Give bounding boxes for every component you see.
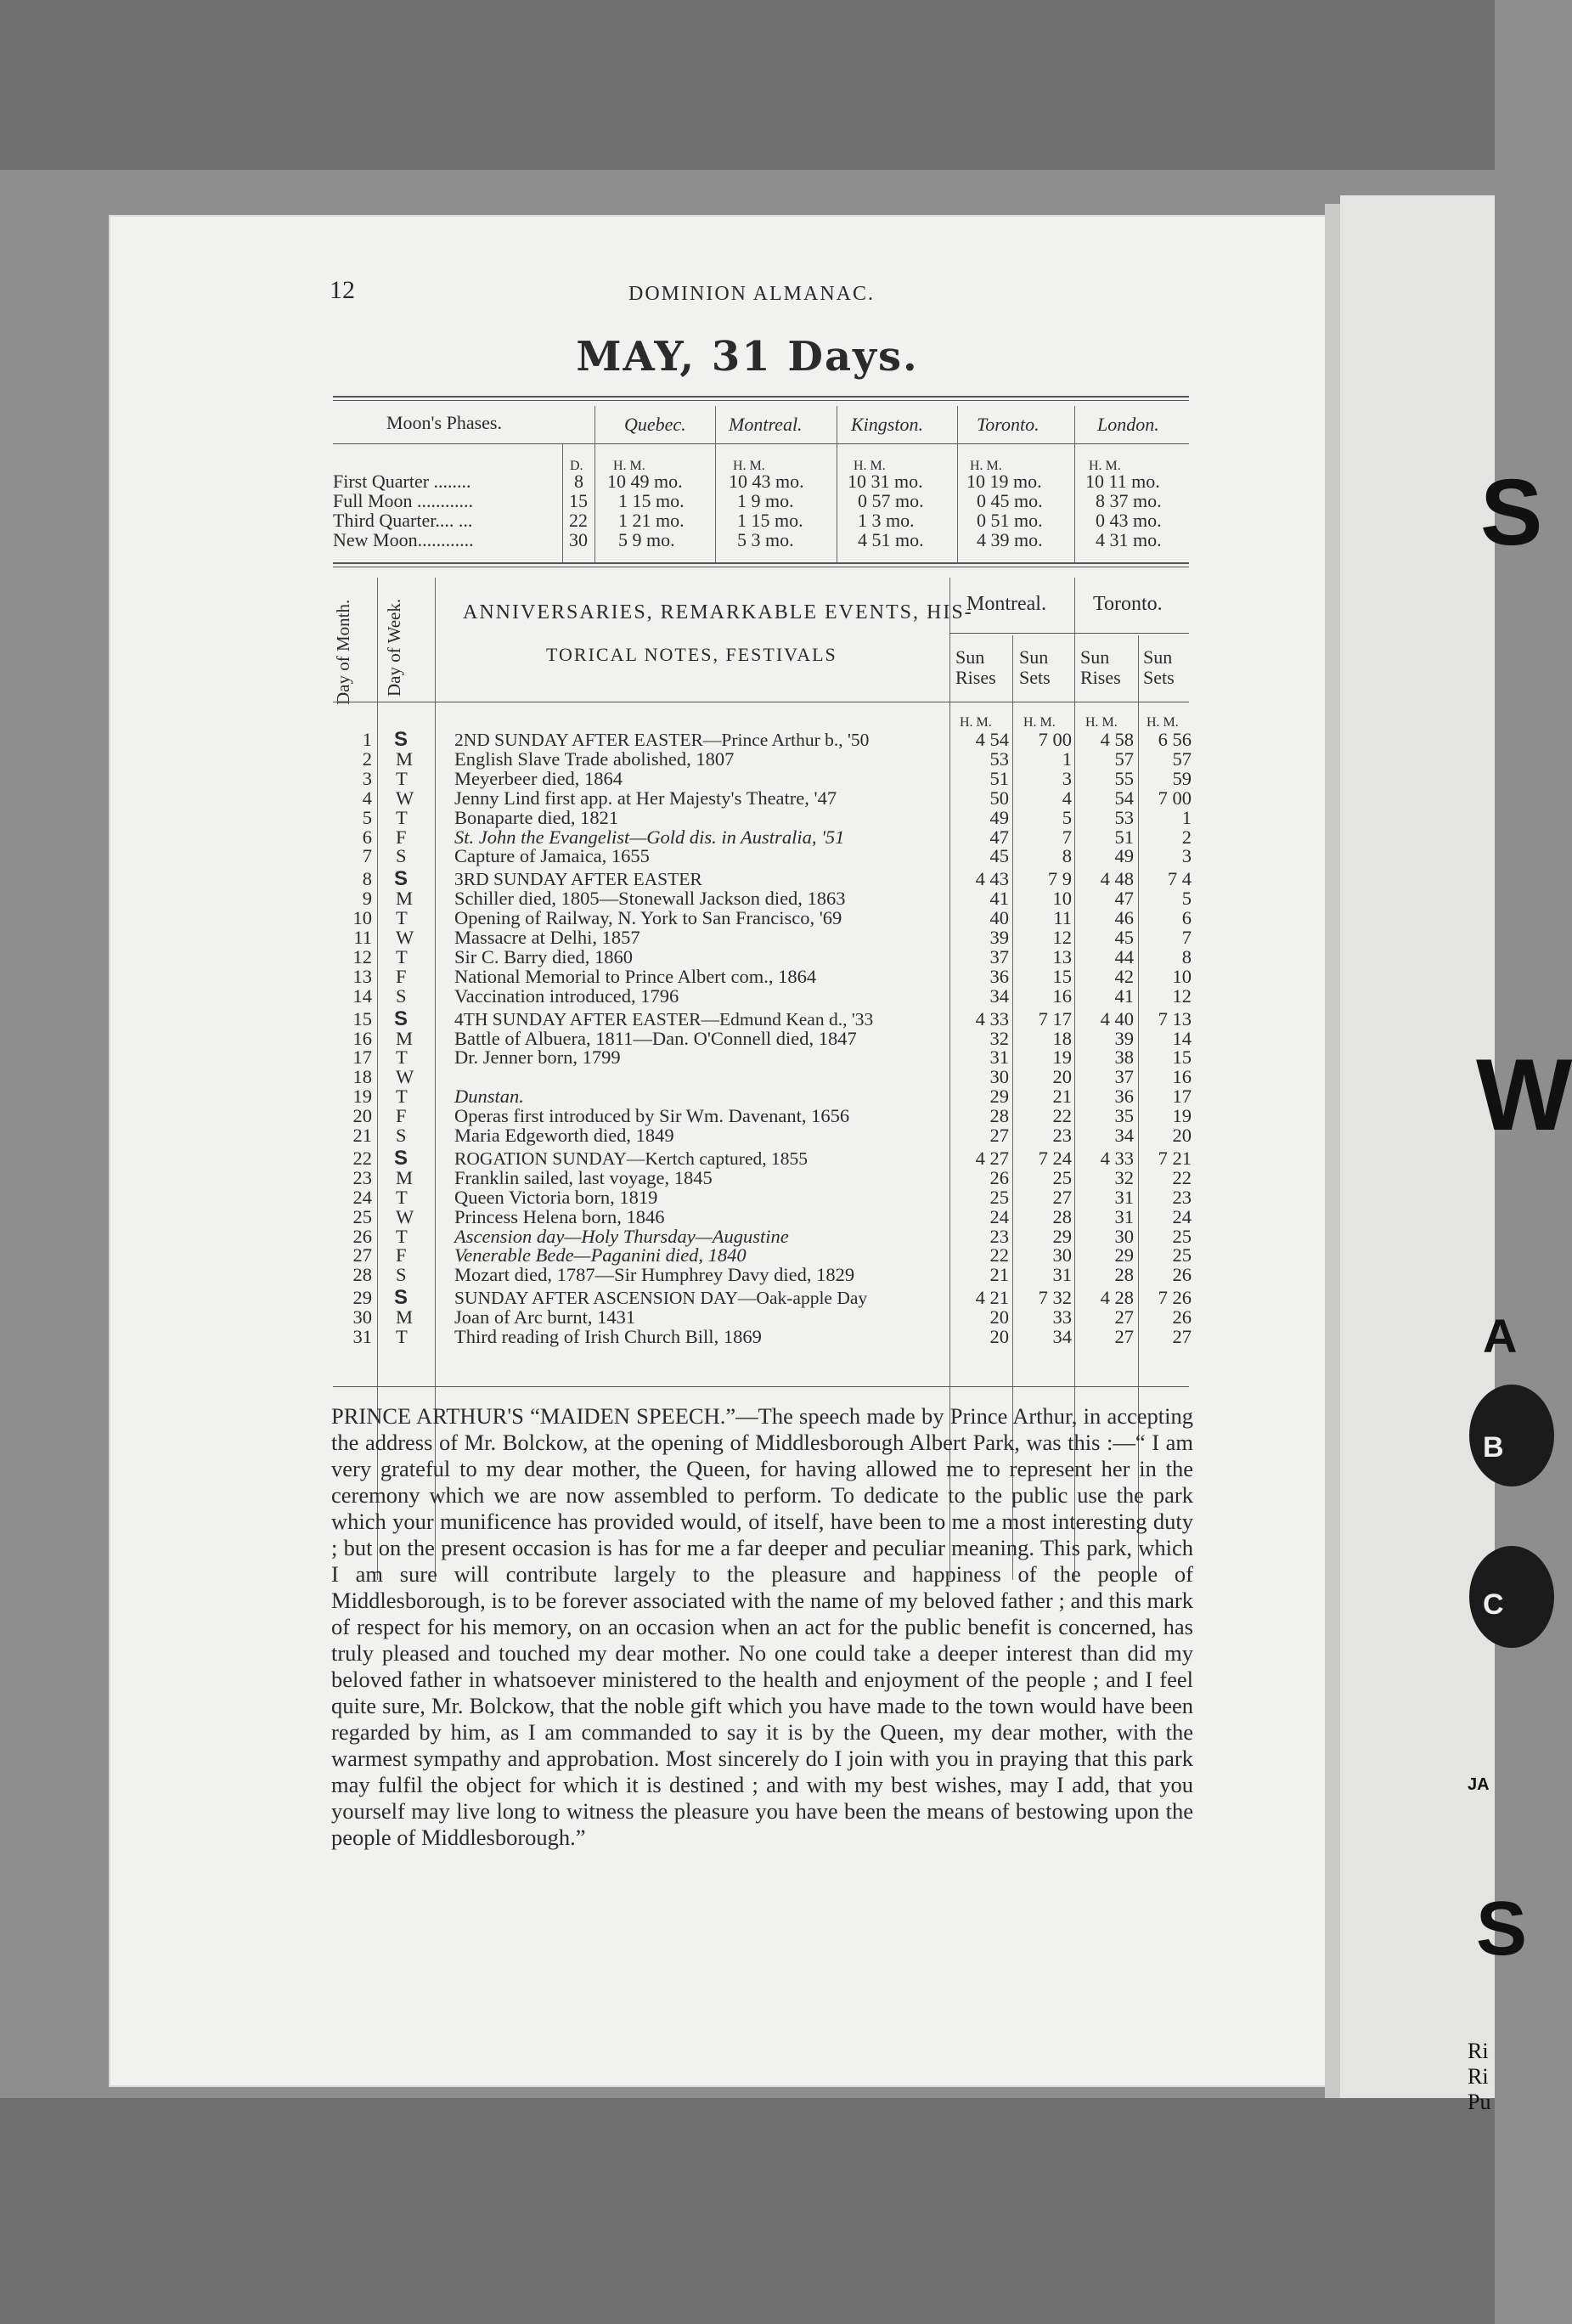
phase-time: 5 3 mo. <box>737 529 794 550</box>
event-text: Jenny Lind first app. at Her Majesty's Theatre, '47 <box>454 787 837 809</box>
montreal-sunrise: 27 <box>989 1125 1009 1146</box>
day-of-month: 15 <box>352 1007 372 1029</box>
phase-day: 30 <box>569 529 588 550</box>
toronto-sunset: 10 <box>1172 965 1192 987</box>
toronto-sunset: 7 21 <box>1158 1147 1192 1169</box>
day-of-week: W <box>396 1205 414 1227</box>
day-of-week: S <box>396 984 407 1007</box>
montreal-sunrise: 20 <box>989 1326 1009 1347</box>
montreal-sunset: 7 <box>1062 826 1072 848</box>
toronto-sunset: 19 <box>1172 1105 1192 1127</box>
toronto-sunset: 23 <box>1172 1186 1192 1208</box>
phase-label: Third Quarter.... ... <box>333 510 473 531</box>
event-text: ROGATION SUNDAY—Kertch captured, 1855 <box>454 1148 809 1169</box>
montreal-sunset: 34 <box>1052 1326 1072 1347</box>
event-text: St. John the Evangelist—Gold dis. in Australia, '51 <box>454 826 845 848</box>
day-of-month: 2 <box>362 747 372 770</box>
unit-day: D. <box>570 459 583 473</box>
day-of-month: 24 <box>352 1186 372 1208</box>
toronto-sunrise: 46 <box>1114 907 1134 929</box>
event-text: Capture of Jamaica, 1655 <box>454 845 650 867</box>
toronto-sunset: 16 <box>1172 1066 1192 1088</box>
toronto-sunrise: 41 <box>1114 984 1134 1007</box>
phase-day: 15 <box>569 490 588 511</box>
toronto-sunset: 27 <box>1172 1326 1192 1347</box>
montreal-sunrise: 26 <box>989 1166 1009 1188</box>
day-of-week: M <box>396 1027 414 1049</box>
day-of-month: 25 <box>352 1205 372 1227</box>
day-of-week: T <box>396 767 408 789</box>
day-of-week: T <box>396 806 408 828</box>
toronto-sunset: 2 <box>1181 826 1192 848</box>
montreal-sunset: 3 <box>1062 767 1072 789</box>
day-of-week: W <box>396 1066 414 1088</box>
montreal-sunrise: 47 <box>989 826 1009 848</box>
phase-time: 10 43 mo. <box>729 471 804 492</box>
toronto-sunset: 14 <box>1172 1027 1192 1049</box>
city-montreal: Montreal. <box>729 414 803 435</box>
day-of-week: F <box>396 1105 407 1127</box>
toronto-sunrise: 42 <box>1114 965 1134 987</box>
day-of-month: 18 <box>352 1066 372 1088</box>
toronto-sunrise: 31 <box>1114 1205 1134 1227</box>
toronto-sunrise: 32 <box>1114 1166 1134 1188</box>
hm-unit: H. M. <box>1085 715 1118 730</box>
toronto-sunset: 3 <box>1181 845 1192 867</box>
event-text: Queen Victoria born, 1819 <box>454 1186 658 1208</box>
phase-time: 0 45 mo. <box>977 490 1043 511</box>
montreal-sunset: 18 <box>1052 1027 1072 1049</box>
montreal-sunrise: 4 54 <box>975 729 1009 750</box>
day-of-month: 26 <box>352 1225 372 1247</box>
montreal-sunset: 15 <box>1052 965 1072 987</box>
fragment-10: Pu <box>1468 2090 1491 2114</box>
toronto-sunrise: 38 <box>1114 1046 1134 1069</box>
phase-time: 1 15 mo. <box>737 510 803 531</box>
event-text: Franklin sailed, last voyage, 1845 <box>454 1166 713 1188</box>
event-text: Sir C. Barry died, 1860 <box>454 945 633 967</box>
phase-time: 1 15 mo. <box>618 490 685 511</box>
day-of-week: T <box>396 1046 408 1069</box>
day-of-month: 28 <box>352 1264 372 1286</box>
phase-time: 4 51 mo. <box>858 529 924 550</box>
day-of-week: T <box>396 945 408 967</box>
day-of-week: W <box>396 787 414 809</box>
event-text: Battle of Albuera, 1811—Dan. O'Connell died, 1847 <box>454 1027 857 1049</box>
toronto-sunset: 6 <box>1181 907 1192 929</box>
toronto-sunrise: 4 48 <box>1100 868 1134 890</box>
montreal-sunset: 7 32 <box>1038 1287 1072 1309</box>
day-of-month: 27 <box>352 1244 372 1266</box>
day-of-week: S <box>394 1146 408 1170</box>
toronto-sunrise: 4 58 <box>1100 729 1134 750</box>
montreal-sunset: 4 <box>1062 787 1072 809</box>
montreal-sunset: 19 <box>1052 1046 1072 1069</box>
toronto-sunrise: 53 <box>1114 806 1134 828</box>
phase-label: Full Moon ............ <box>333 490 474 511</box>
day-of-week: S <box>394 1286 408 1310</box>
toronto-sunrise: 34 <box>1114 1125 1134 1146</box>
day-of-week: T <box>396 1186 408 1208</box>
hm-unit: H. M. <box>1147 715 1179 730</box>
phase-time: 10 31 mo. <box>848 471 923 492</box>
toronto-sunrise: 45 <box>1114 927 1134 948</box>
montreal-sunset: 30 <box>1052 1244 1072 1266</box>
fragment-2: W <box>1476 1038 1572 1152</box>
montreal-sunrise: 31 <box>989 1046 1009 1069</box>
day-of-month: 10 <box>352 907 372 929</box>
toronto-sunset: 7 <box>1181 927 1192 948</box>
montreal-sunset: 20 <box>1052 1066 1072 1088</box>
montreal-sunset: 5 <box>1062 806 1072 828</box>
day-of-month: 23 <box>352 1166 372 1188</box>
event-text: Mozart died, 1787—Sir Humphrey Davy died, 1829 <box>454 1264 855 1286</box>
toronto-sunset: 59 <box>1172 767 1192 789</box>
day-of-week: M <box>396 1166 414 1188</box>
montreal-sunrise: 20 <box>989 1306 1009 1328</box>
day-of-month: 6 <box>362 826 372 848</box>
event-text: SUNDAY AFTER ASCENSION DAY—Oak-apple Day <box>454 1288 868 1309</box>
toronto-sunrise: 27 <box>1114 1326 1134 1347</box>
montreal-sunset: 7 17 <box>1038 1007 1072 1029</box>
event-text: English Slave Trade abolished, 1807 <box>454 747 735 770</box>
montreal-sunset: 29 <box>1052 1225 1072 1247</box>
fragment-7: S <box>1476 1887 1528 1971</box>
montreal-sunset: 31 <box>1052 1264 1072 1286</box>
day-of-week: S <box>394 728 408 751</box>
montreal-sunrise: 4 21 <box>975 1287 1009 1309</box>
montreal-sunrise: 21 <box>989 1264 1009 1286</box>
day-of-week: F <box>396 1244 407 1266</box>
emblem-circle-1 <box>1469 1385 1554 1486</box>
day-of-month: 4 <box>362 787 372 809</box>
montreal-sunrise: 40 <box>989 907 1009 929</box>
event-text: Massacre at Delhi, 1857 <box>454 927 640 948</box>
toronto-sunrise: 44 <box>1114 945 1134 967</box>
day-of-week: M <box>396 747 414 770</box>
toronto-sunrise: 30 <box>1114 1225 1134 1247</box>
montreal-sunrise: 23 <box>989 1225 1009 1247</box>
montreal-sunset: 7 24 <box>1038 1147 1072 1169</box>
day-of-week: S <box>394 867 408 891</box>
montreal-sunrise: 29 <box>989 1086 1009 1108</box>
day-of-month: 9 <box>362 888 372 910</box>
montreal-sunrise: 50 <box>989 787 1009 809</box>
day-of-week: T <box>396 1086 408 1108</box>
day-of-month: 29 <box>352 1287 372 1309</box>
day-of-month: 22 <box>352 1147 372 1169</box>
fragment-9: Ri <box>1468 2064 1489 2089</box>
toronto-sunrise: 36 <box>1114 1086 1134 1108</box>
event-text: Schiller died, 1805—Stonewall Jackson died, 1863 <box>454 888 846 910</box>
adjacent-page <box>1340 195 1572 2114</box>
city-toronto: Toronto. <box>977 414 1040 435</box>
event-text: Dunstan. <box>454 1086 524 1108</box>
montreal-sunrise: 22 <box>989 1244 1009 1266</box>
toronto-sunset: 26 <box>1172 1306 1192 1328</box>
event-text: Third reading of Irish Church Bill, 1869 <box>454 1326 762 1347</box>
running-head: DOMINION ALMANAC. <box>628 283 875 305</box>
city-london: London. <box>1097 414 1159 435</box>
header-montreal: Montreal. <box>966 593 1046 615</box>
events-header-line2: TORICAL NOTES, FESTIVALS <box>546 644 837 665</box>
phase-time: 1 21 mo. <box>618 510 685 531</box>
montreal-sunrise: 36 <box>989 965 1009 987</box>
montreal-sunset: 7 00 <box>1038 729 1072 750</box>
tor-sun-sets-hdr: Sun Sets <box>1143 646 1175 688</box>
day-of-month: 5 <box>362 806 372 828</box>
montreal-sunset: 11 <box>1053 907 1072 929</box>
montreal-sunset: 8 <box>1062 845 1072 867</box>
unit-hm-london: H. M. <box>1089 459 1121 473</box>
hm-unit: H. M. <box>960 715 992 730</box>
event-text: Bonaparte died, 1821 <box>454 806 619 828</box>
event-text: Maria Edgeworth died, 1849 <box>454 1125 674 1146</box>
mtl-sun-sets-hdr: Sun Sets <box>1019 646 1051 688</box>
toronto-sunset: 15 <box>1172 1046 1192 1069</box>
montreal-sunset: 10 <box>1052 888 1072 910</box>
toronto-sunset: 25 <box>1172 1225 1192 1247</box>
toronto-sunrise: 27 <box>1114 1306 1134 1328</box>
toronto-sunrise: 49 <box>1114 845 1134 867</box>
montreal-sunrise: 39 <box>989 927 1009 948</box>
montreal-sunrise: 49 <box>989 806 1009 828</box>
event-text: 2ND SUNDAY AFTER EASTER—Prince Arthur b., '50 <box>454 730 870 750</box>
day-of-month: 16 <box>352 1027 372 1049</box>
toronto-sunset: 7 26 <box>1158 1287 1192 1309</box>
day-of-week: S <box>394 1007 408 1030</box>
montreal-sunset: 23 <box>1052 1125 1072 1146</box>
montreal-sunset: 21 <box>1052 1086 1072 1108</box>
day-of-month: 7 <box>362 845 372 867</box>
toronto-sunset: 22 <box>1172 1166 1192 1188</box>
phase-time: 4 31 mo. <box>1096 529 1162 550</box>
col-day-of-week: Day of Week. <box>384 598 404 697</box>
event-text: Princess Helena born, 1846 <box>454 1205 665 1227</box>
toronto-sunrise: 51 <box>1114 826 1134 848</box>
montreal-sunset: 22 <box>1052 1105 1072 1127</box>
montreal-sunrise: 28 <box>989 1105 1009 1127</box>
day-of-month: 17 <box>352 1046 372 1069</box>
toronto-sunrise: 39 <box>1114 1027 1134 1049</box>
unit-hm-montreal: H. M. <box>733 459 765 473</box>
day-of-month: 3 <box>362 767 372 789</box>
toronto-sunrise: 47 <box>1114 888 1134 910</box>
phase-time: 1 9 mo. <box>737 490 794 511</box>
toronto-sunset: 57 <box>1172 747 1192 770</box>
fragment-1: S <box>1480 460 1543 565</box>
toronto-sunset: 7 13 <box>1158 1007 1192 1029</box>
day-of-month: 20 <box>352 1105 372 1127</box>
montreal-sunset: 16 <box>1052 984 1072 1007</box>
fragment-3: A <box>1483 1309 1518 1362</box>
toronto-sunrise: 37 <box>1114 1066 1134 1088</box>
toronto-sunrise: 35 <box>1114 1105 1134 1127</box>
event-text: Meyerbeer died, 1864 <box>454 767 623 789</box>
unit-hm-quebec: H. M. <box>613 459 645 473</box>
montreal-sunset: 7 9 <box>1047 868 1072 890</box>
toronto-sunrise: 4 40 <box>1100 1007 1134 1029</box>
phase-time: 8 37 mo. <box>1096 490 1162 511</box>
montreal-sunrise: 51 <box>989 767 1009 789</box>
book-spine <box>1325 204 1340 2098</box>
montreal-sunrise: 30 <box>989 1066 1009 1088</box>
toronto-sunset: 24 <box>1172 1205 1192 1227</box>
toronto-sunrise: 57 <box>1114 747 1134 770</box>
montreal-sunrise: 41 <box>989 888 1009 910</box>
montreal-sunrise: 4 43 <box>975 868 1009 890</box>
montreal-sunrise: 25 <box>989 1186 1009 1208</box>
day-of-week: M <box>396 888 414 910</box>
day-of-month: 21 <box>352 1125 372 1146</box>
header-toronto: Toronto. <box>1093 593 1163 615</box>
toronto-sunrise: 55 <box>1114 767 1134 789</box>
montreal-sunrise: 37 <box>989 945 1009 967</box>
toronto-sunset: 17 <box>1172 1086 1192 1108</box>
montreal-sunset: 33 <box>1052 1306 1072 1328</box>
tor-sun-rises-hdr: Sun Rises <box>1080 646 1121 688</box>
day-of-week: T <box>396 907 408 929</box>
toronto-sunrise: 31 <box>1114 1186 1134 1208</box>
col-day-of-month: Day of Month. <box>333 599 353 705</box>
phase-time: 1 3 mo. <box>858 510 915 531</box>
montreal-sunrise: 53 <box>989 747 1009 770</box>
phase-label: New Moon............ <box>333 529 474 550</box>
event-text: Dr. Jenner born, 1799 <box>454 1046 621 1069</box>
montreal-sunset: 28 <box>1052 1205 1072 1227</box>
phase-time: 10 49 mo. <box>607 471 683 492</box>
fragment-8: Ri <box>1468 2039 1489 2063</box>
montreal-sunrise: 24 <box>989 1205 1009 1227</box>
event-text: National Memorial to Prince Albert com., 1864 <box>454 965 817 987</box>
month-title: MAY, 31 Days. <box>576 333 919 381</box>
fragment-4: B <box>1483 1431 1504 1464</box>
montreal-sunset: 12 <box>1052 927 1072 948</box>
day-of-month: 11 <box>353 927 372 948</box>
hm-unit: H. M. <box>1023 715 1056 730</box>
scan-background-bottom <box>0 2098 1495 2324</box>
event-text: Venerable Bede—Paganini died, 1840 <box>454 1244 747 1266</box>
montreal-sunrise: 4 27 <box>975 1147 1009 1169</box>
montreal-sunrise: 4 33 <box>975 1007 1009 1029</box>
phase-time: 5 9 mo. <box>618 529 675 550</box>
day-of-month: 19 <box>352 1086 372 1108</box>
phase-time: 4 39 mo. <box>977 529 1043 550</box>
day-of-week: F <box>396 826 407 848</box>
day-of-week: S <box>396 1264 407 1286</box>
mtl-sun-rises-hdr: Sun Rises <box>955 646 996 688</box>
page-number: 12 <box>330 276 355 304</box>
unit-hm-toronto: H. M. <box>970 459 1002 473</box>
fragment-5: C <box>1483 1588 1504 1621</box>
event-text: Joan of Arc burnt, 1431 <box>454 1306 636 1328</box>
toronto-sunset: 20 <box>1172 1125 1192 1146</box>
montreal-sunrise: 32 <box>989 1027 1009 1049</box>
day-of-week: W <box>396 927 414 948</box>
montreal-sunset: 25 <box>1052 1166 1072 1188</box>
phase-time: 10 11 mo. <box>1085 471 1160 492</box>
city-kingston: Kingston. <box>851 414 923 435</box>
montreal-sunset: 1 <box>1062 747 1072 770</box>
toronto-sunrise: 54 <box>1114 787 1134 809</box>
phase-time: 0 57 mo. <box>858 490 924 511</box>
event-text: Vaccination introduced, 1796 <box>454 984 679 1007</box>
montreal-sunrise: 34 <box>989 984 1009 1007</box>
phase-time: 10 19 mo. <box>966 471 1042 492</box>
phase-time: 0 43 mo. <box>1096 510 1162 531</box>
day-of-month: 30 <box>352 1306 372 1328</box>
moon-header: Moon's Phases. <box>386 412 502 433</box>
montreal-sunset: 27 <box>1052 1186 1072 1208</box>
montreal-sunset: 13 <box>1052 945 1072 967</box>
day-of-week: S <box>396 1125 407 1146</box>
day-of-week: F <box>396 965 407 987</box>
events-header-line1: ANNIVERSARIES, REMARKABLE EVENTS, HIS- <box>463 601 973 623</box>
montreal-sunrise: 45 <box>989 845 1009 867</box>
toronto-sunset: 1 <box>1181 806 1192 828</box>
toronto-sunrise: 4 28 <box>1100 1287 1134 1309</box>
prince-arthur-paragraph: PRINCE ARTHUR'S “MAIDEN SPEECH.”—The speech made by Prince Arthur, in accepting the address of Mr. Bolckow, at the opening of Middlesborough Albert Park, was this :—“ I am very grateful to my dear mother, the Queen, for having allowed me to represent her in the ceremony which we are now assembled to perform. To dedicate to the public use the park which your munificence has provided would, of itself, have been to me a most interesting duty ; but on the present occasion is has for me a far deeper and peculiar meaning. This park, which I am sure will contribute largely to the pleasure and happiness of the people of Middlesborough, is to be forever associated with the name of my beloved father ; and this mark of respect for his memory, on an occasion when an act for the public benefit is concerned, has truly pleased and touched my dear mother. No one could take a deeper interest than did my beloved father in whatsoever ministered to the health and enjoyment of the people ; and I feel quite sure, Mr. Bolckow, that the noble gift which you have made to the town would have been regarded by him, as I am commanded to say it is by the Queen, my dear mother, with the warmest sympathy and approbation. Most sincerely do I join with you in praying that this park may fulfil the object for which it is destined ; and with my best wishes, may I add, that you yourself may live long to witness the pleasure you have been the means of bestowing upon the people of Middlesborough.” <box>331 1403 1193 1850</box>
day-of-month: 12 <box>352 945 372 967</box>
toronto-sunset: 5 <box>1181 888 1192 910</box>
toronto-sunrise: 4 33 <box>1100 1147 1134 1169</box>
day-of-month: 14 <box>352 984 372 1007</box>
toronto-sunset: 7 00 <box>1158 787 1192 809</box>
day-of-week: T <box>396 1225 408 1247</box>
toronto-sunrise: 28 <box>1114 1264 1134 1286</box>
toronto-sunset: 7 4 <box>1167 868 1192 890</box>
toronto-sunset: 6 56 <box>1158 729 1192 750</box>
toronto-sunset: 25 <box>1172 1244 1192 1266</box>
toronto-sunrise: 29 <box>1114 1244 1134 1266</box>
toronto-sunset: 8 <box>1181 945 1192 967</box>
phase-day: 8 <box>574 471 583 492</box>
event-text: Opening of Railway, N. York to San Francisco, '69 <box>454 907 842 929</box>
day-of-month: 31 <box>352 1326 372 1347</box>
day-of-month: 8 <box>362 868 372 890</box>
event-text: 3RD SUNDAY AFTER EASTER <box>454 869 702 890</box>
day-of-month: 13 <box>352 965 372 987</box>
event-text: 4TH SUNDAY AFTER EASTER—Edmund Kean d., '33 <box>454 1008 874 1029</box>
event-text: Ascension day—Holy Thursday—Augustine <box>454 1225 789 1247</box>
day-of-week: T <box>396 1326 408 1347</box>
event-text: Operas first introduced by Sir Wm. Davenant, 1656 <box>454 1105 850 1127</box>
toronto-sunset: 26 <box>1172 1264 1192 1286</box>
day-of-week: M <box>396 1306 414 1328</box>
phase-time: 0 51 mo. <box>977 510 1043 531</box>
phase-label: First Quarter ........ <box>333 471 471 492</box>
phase-day: 22 <box>569 510 588 531</box>
city-quebec: Quebec. <box>624 414 686 435</box>
day-of-week: S <box>396 845 407 867</box>
unit-hm-kingston: H. M. <box>854 459 886 473</box>
scan-background-top <box>0 0 1495 170</box>
day-of-month: 1 <box>362 729 372 750</box>
toronto-sunset: 12 <box>1172 984 1192 1007</box>
fragment-6: JA <box>1468 1775 1490 1794</box>
emblem-circle-2 <box>1469 1546 1554 1648</box>
